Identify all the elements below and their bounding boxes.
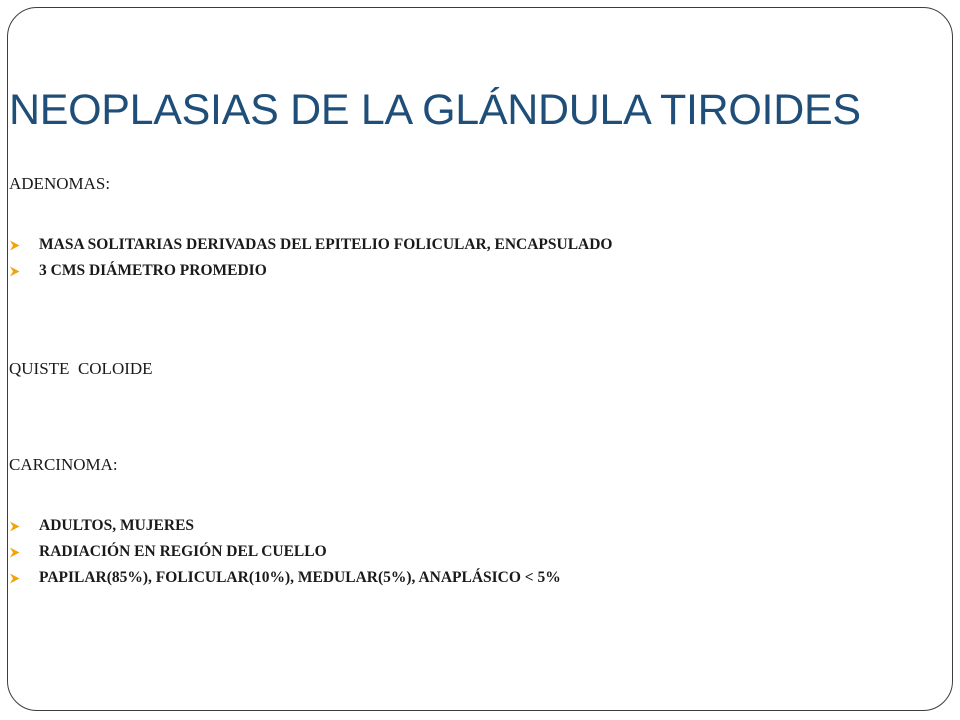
section-heading-quiste-coloide: QUISTE COLOIDE: [9, 359, 153, 378]
list-item: [9, 513, 561, 539]
arrowhead-bullet-icon: [9, 266, 20, 277]
arrowhead-bullet-icon: [9, 240, 20, 251]
arrowhead-bullet-icon: [9, 521, 20, 532]
list-item-text: ADULTOS, MUJERES: [39, 517, 195, 534]
list-item-text: 3 CMS DIÁMETRO PROMEDIO: [39, 262, 267, 279]
section-heading-adenomas: ADENOMAS:: [9, 174, 111, 193]
list-item-text: PAPILAR(85%), FOLICULAR(10%), MEDULAR(5%), ANAPLÁSICO < 5%: [39, 569, 561, 586]
adenomas-bullet-list: [9, 232, 612, 284]
section-heading-carcinoma: CARCINOMA:: [9, 455, 118, 474]
list-item: [9, 258, 612, 284]
list-item-text: RADIACIÓN EN REGIÓN DEL CUELLO: [39, 543, 327, 560]
list-item: [9, 232, 612, 258]
arrowhead-bullet-icon: [9, 573, 20, 584]
arrowhead-bullet-icon: [9, 547, 20, 558]
list-item: [9, 565, 561, 591]
list-item: [9, 539, 561, 565]
list-item-text: MASA SOLITARIAS DERIVADAS DEL EPITELIO FOLICULAR, ENCAPSULADO: [39, 236, 613, 253]
slide-title: NEOPLASIAS DE LA GLÁNDULA TIROIDES: [9, 86, 861, 134]
carcinoma-bullet-list: [9, 513, 561, 591]
